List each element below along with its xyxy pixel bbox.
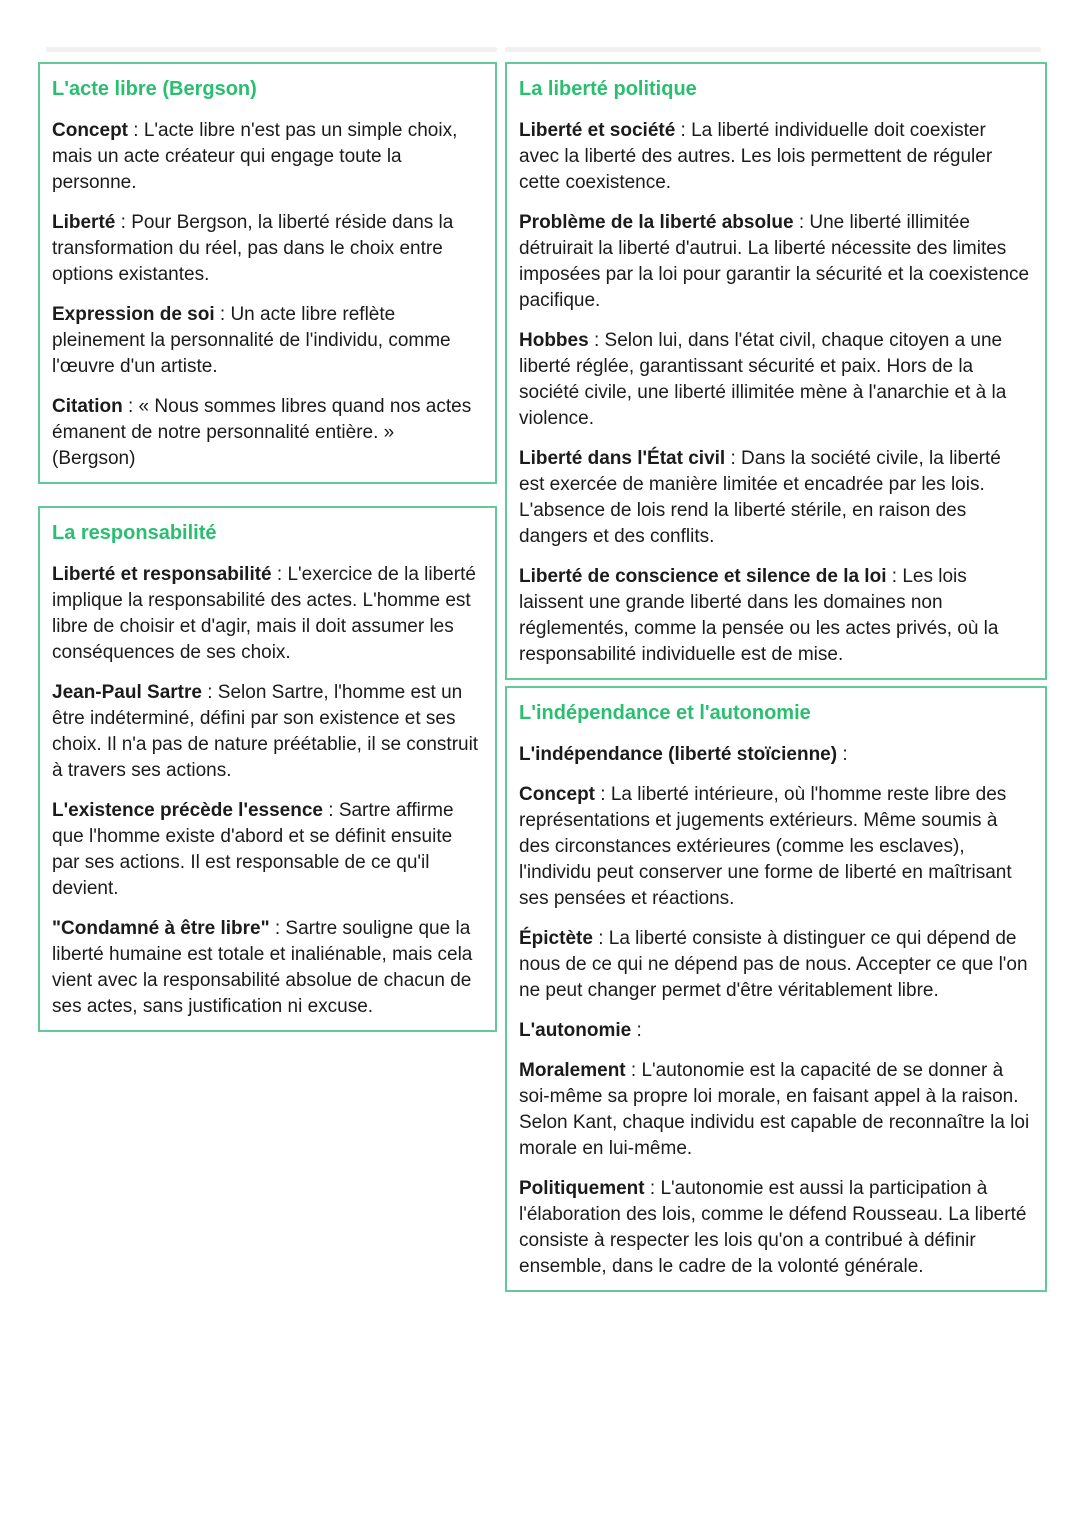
note-paragraph: [52, 118, 481, 196]
note-paragraph: [52, 680, 481, 784]
note-paragraph: [52, 394, 481, 472]
paragraph-lead: Épictète: [519, 928, 593, 949]
note-paragraph: [519, 1058, 1031, 1162]
note-paragraph: [52, 916, 481, 1020]
paragraph-lead: Jean-Paul Sartre: [52, 682, 202, 703]
paragraph-text: : Sartre affirme que l'homme existe d'abord et se définit ensuite par ses actions. Il est responsable de ce qu'il devient.: [52, 800, 454, 899]
note-box-independance-autonomie: [505, 686, 1047, 1292]
paragraph-lead: L'autonomie: [519, 1020, 632, 1041]
box-title: L'indépendance et l'autonomie: [519, 702, 811, 724]
paragraph-text: : L'acte libre n'est pas un simple choix, mais un acte créateur qui engage toute la personne.: [52, 120, 458, 193]
paragraph-text: : L'autonomie est la capacité de se donner à soi-même sa propre loi morale, en faisant appel à la raison. Selon Kant, chaque individu est capable de reconnaître la loi morale en lui-même.: [519, 1060, 1030, 1159]
paragraph-lead: Concept: [519, 784, 595, 805]
paragraph-lead: "Condamné à être libre": [52, 918, 270, 939]
right-column: [505, 62, 1047, 1292]
paragraph-lead: L'indépendance (liberté stoïcienne): [519, 744, 838, 765]
paragraph-lead: Politiquement: [519, 1178, 645, 1199]
note-paragraph: [519, 118, 1031, 196]
box-title: La liberté politique: [519, 78, 697, 100]
paragraph-text: : Une liberté illimitée détruirait la liberté d'autrui. La liberté nécessite des limites imposées par la loi pour garantir la sécurité et la coexistence pacifique.: [519, 212, 1030, 311]
paragraph-text: :: [837, 744, 848, 765]
paragraph-text: : Dans la société civile, la liberté est exercée de manière limitée et encadrée par les lois. L'absence de lois rend la liberté stérile, en raison des dangers et des conflits.: [519, 448, 1001, 547]
note-paragraph: [519, 1018, 1031, 1044]
note-paragraph: [519, 210, 1031, 314]
box-title: L'acte libre (Bergson): [52, 78, 257, 100]
paragraph-lead: Expression de soi: [52, 304, 215, 325]
box-title: La responsabilité: [52, 522, 217, 544]
note-box-responsabilite: [38, 506, 497, 1032]
paragraph-lead: Liberté et société: [519, 120, 676, 141]
note-box-liberte-politique: [505, 62, 1047, 680]
notes-sheet: [38, 62, 1047, 1292]
paragraph-lead: Problème de la liberté absolue: [519, 212, 794, 233]
paragraph-lead: Liberté: [52, 212, 116, 233]
paragraph-text: : Sartre souligne que la liberté humaine est totale et inaliénable, mais cela vient avec la responsabilité absolue de chacun de ses actes, sans justification ni excuse.: [52, 918, 473, 1017]
paragraph-text: : L'exercice de la liberté implique la responsabilité des actes. L'homme est libre de choisir et d'agir, mais il doit assumer les conséquences de ses choix.: [52, 564, 476, 663]
paragraph-text: : Selon Sartre, l'homme est un être indéterminé, défini par son existence et ses choix. Il n'a pas de nature préétablie, il se construit à travers ses actions.: [52, 682, 479, 781]
note-paragraph: [519, 564, 1031, 668]
note-paragraph: [519, 782, 1031, 912]
left-column: [38, 62, 497, 1032]
page-break-artifact: [505, 47, 1041, 52]
note-paragraph: [52, 302, 481, 380]
note-paragraph: [52, 798, 481, 902]
note-paragraph: [519, 926, 1031, 1004]
paragraph-lead: Liberté dans l'État civil: [519, 448, 726, 469]
paragraph-text: : L'autonomie est aussi la participation à l'élaboration des lois, comme le défend Rousseau. La liberté consiste à respecter les lois qu'on a contribué à définir ensemble, dans le cadre de la volonté générale.: [519, 1178, 1027, 1277]
paragraph-text: : La liberté intérieure, où l'homme reste libre des représentations et jugements extérieurs. Même soumis à des circonstances extérieures (comme les esclaves), l'individu peut conserver une forme de liberté en maîtrisant ses pensées et réactions.: [519, 784, 1012, 909]
paragraph-lead: Concept: [52, 120, 128, 141]
note-paragraph: [519, 1176, 1031, 1280]
paragraph-lead: Liberté de conscience et silence de la loi: [519, 566, 887, 587]
paragraph-text: : « Nous sommes libres quand nos actes émanent de notre personnalité entière. » (Bergson): [52, 396, 472, 469]
note-paragraph: [519, 328, 1031, 432]
paragraph-text: : Selon lui, dans l'état civil, chaque citoyen a une liberté réglée, garantissant sécurité et paix. Hors de la société civile, une liberté illimitée mène à l'anarchie et à la violence.: [519, 330, 1007, 429]
note-paragraph: [519, 446, 1031, 550]
paragraph-lead: Hobbes: [519, 330, 589, 351]
paragraph-lead: Moralement: [519, 1060, 626, 1081]
note-paragraph: [519, 742, 1031, 768]
note-paragraph: [52, 562, 481, 666]
paragraph-lead: L'existence précède l'essence: [52, 800, 323, 821]
paragraph-text: : Un acte libre reflète pleinement la personnalité de l'individu, comme l'œuvre d'un artiste.: [52, 304, 451, 377]
note-paragraph: [52, 210, 481, 288]
paragraph-lead: Liberté et responsabilité: [52, 564, 272, 585]
paragraph-lead: Citation: [52, 396, 123, 417]
paragraph-text: : La liberté individuelle doit coexister avec la liberté des autres. Les lois permettent de réguler cette coexistence.: [519, 120, 993, 193]
paragraph-text: : Les lois laissent une grande liberté dans les domaines non réglementés, comme la pensée ou les actes privés, où la responsabilité individuelle est de mise.: [519, 566, 999, 665]
paragraph-text: : La liberté consiste à distinguer ce qui dépend de nous de ce qui ne dépend pas de nous. Accepter ce que l'on ne peut changer permet d'être véritablement libre.: [519, 928, 1028, 1001]
page-break-artifact: [46, 47, 497, 52]
note-box-acte-libre: [38, 62, 497, 484]
paragraph-text: :: [631, 1020, 642, 1041]
paragraph-text: : Pour Bergson, la liberté réside dans la transformation du réel, pas dans le choix entre options existantes.: [52, 212, 454, 285]
